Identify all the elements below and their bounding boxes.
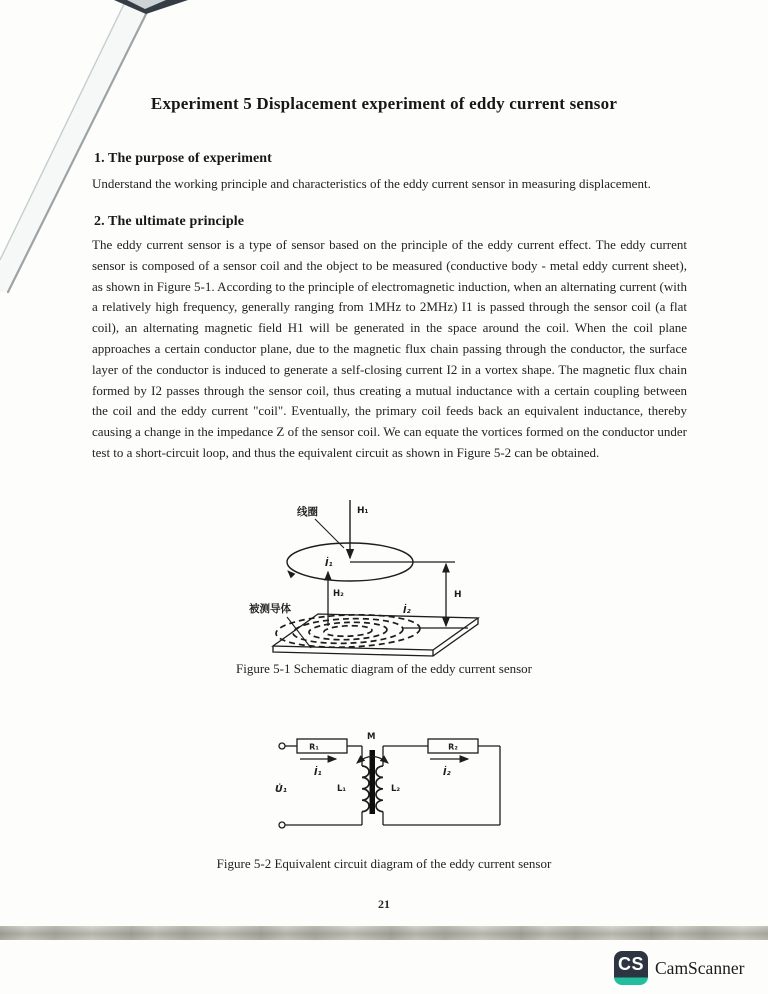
h2-field-label: H₂ <box>333 589 344 599</box>
camscanner-brand-name: CamScanner <box>655 957 745 978</box>
camscanner-logo-text: CS <box>617 954 644 974</box>
coil-current-label: İ₁ <box>325 558 333 569</box>
inductor-l2 <box>376 766 383 812</box>
input-terminal-bottom <box>279 822 285 828</box>
section-heading-purpose: 1. The purpose of experiment <box>94 151 272 166</box>
coil-label-cn: 线圈 <box>297 506 318 518</box>
i1-current-label: İ₁ <box>314 767 322 778</box>
camscanner-logo-icon <box>614 951 648 985</box>
scan-edge-band <box>0 926 768 940</box>
figure-5-2-caption: Figure 5-2 Equivalent circuit diagram of the eddy current sensor <box>216 856 552 871</box>
r2-label: R₂ <box>448 742 458 752</box>
input-terminal-top <box>279 743 285 749</box>
inductor-l1 <box>362 766 369 812</box>
figure-5-1-caption: Figure 5-1 Schematic diagram of the eddy current sensor <box>235 661 533 676</box>
section-heading-principle: 2. The ultimate principle <box>94 214 245 229</box>
camscanner-watermark <box>614 950 744 986</box>
eddy-current-label: İ₂ <box>403 605 411 616</box>
conductor-label-cn: 被测导体 <box>249 603 291 615</box>
l1-label: L₁ <box>337 784 347 794</box>
resistor-r1 <box>297 739 347 753</box>
figure-5-2-circuit <box>270 726 515 851</box>
u1-voltage-label: U̇₁ <box>275 784 287 795</box>
i2-current-label: İ₂ <box>443 767 451 778</box>
purpose-paragraph: Understand the working principle and characteristics of the eddy current sensor in measuring displacement. <box>92 176 651 191</box>
mutual-inductance-label: M <box>367 732 376 742</box>
r1-label: R₁ <box>309 742 319 752</box>
principle-paragraph: The eddy current sensor is a type of sensor based on the principle of the eddy current effect. The eddy current sensor is composed of a sensor coil and the object to be measured (conductive body - metal eddy current sheet), as shown in Figure 5-1. According to the principle of electromagnetic induction, when an alternating current (with a relatively high frequency, generally ranging from 1MHz to 2MHz) I1 is passed through the sensor coil (a flat coil), an alternating magnetic field H1 will be generated in the space around the coil. When the coil plane approaches a certain conductor plane, due to the magnetic flux chain passing through the conductor, the surface layer of the conductor is induced to generate a self-closing current I2 in a vortex shape. The magnetic flux chain formed by I2 passes through the sensor coil, thus creating a mutual inductance with a certain coupling between the coil and the eddy current "coil". Eventually, the primary coil feeds back an equivalent inductance, thereby causing a change in the impedance Z of the sensor coil. We can equate the vortices formed on the conductor under test to a short-circuit loop, and thus the equivalent circuit as shown in Figure 5-2 can be obtained. <box>92 237 687 460</box>
l2-label: L₂ <box>391 784 401 794</box>
gap-distance-label: H <box>454 590 462 600</box>
figure-5-1-schematic <box>243 498 513 663</box>
h1-field-label: H₁ <box>357 506 369 516</box>
page-number: 21 <box>378 897 390 911</box>
page-title: Experiment 5 Displacement experiment of eddy current sensor <box>150 94 618 113</box>
transformer-core <box>370 750 376 814</box>
